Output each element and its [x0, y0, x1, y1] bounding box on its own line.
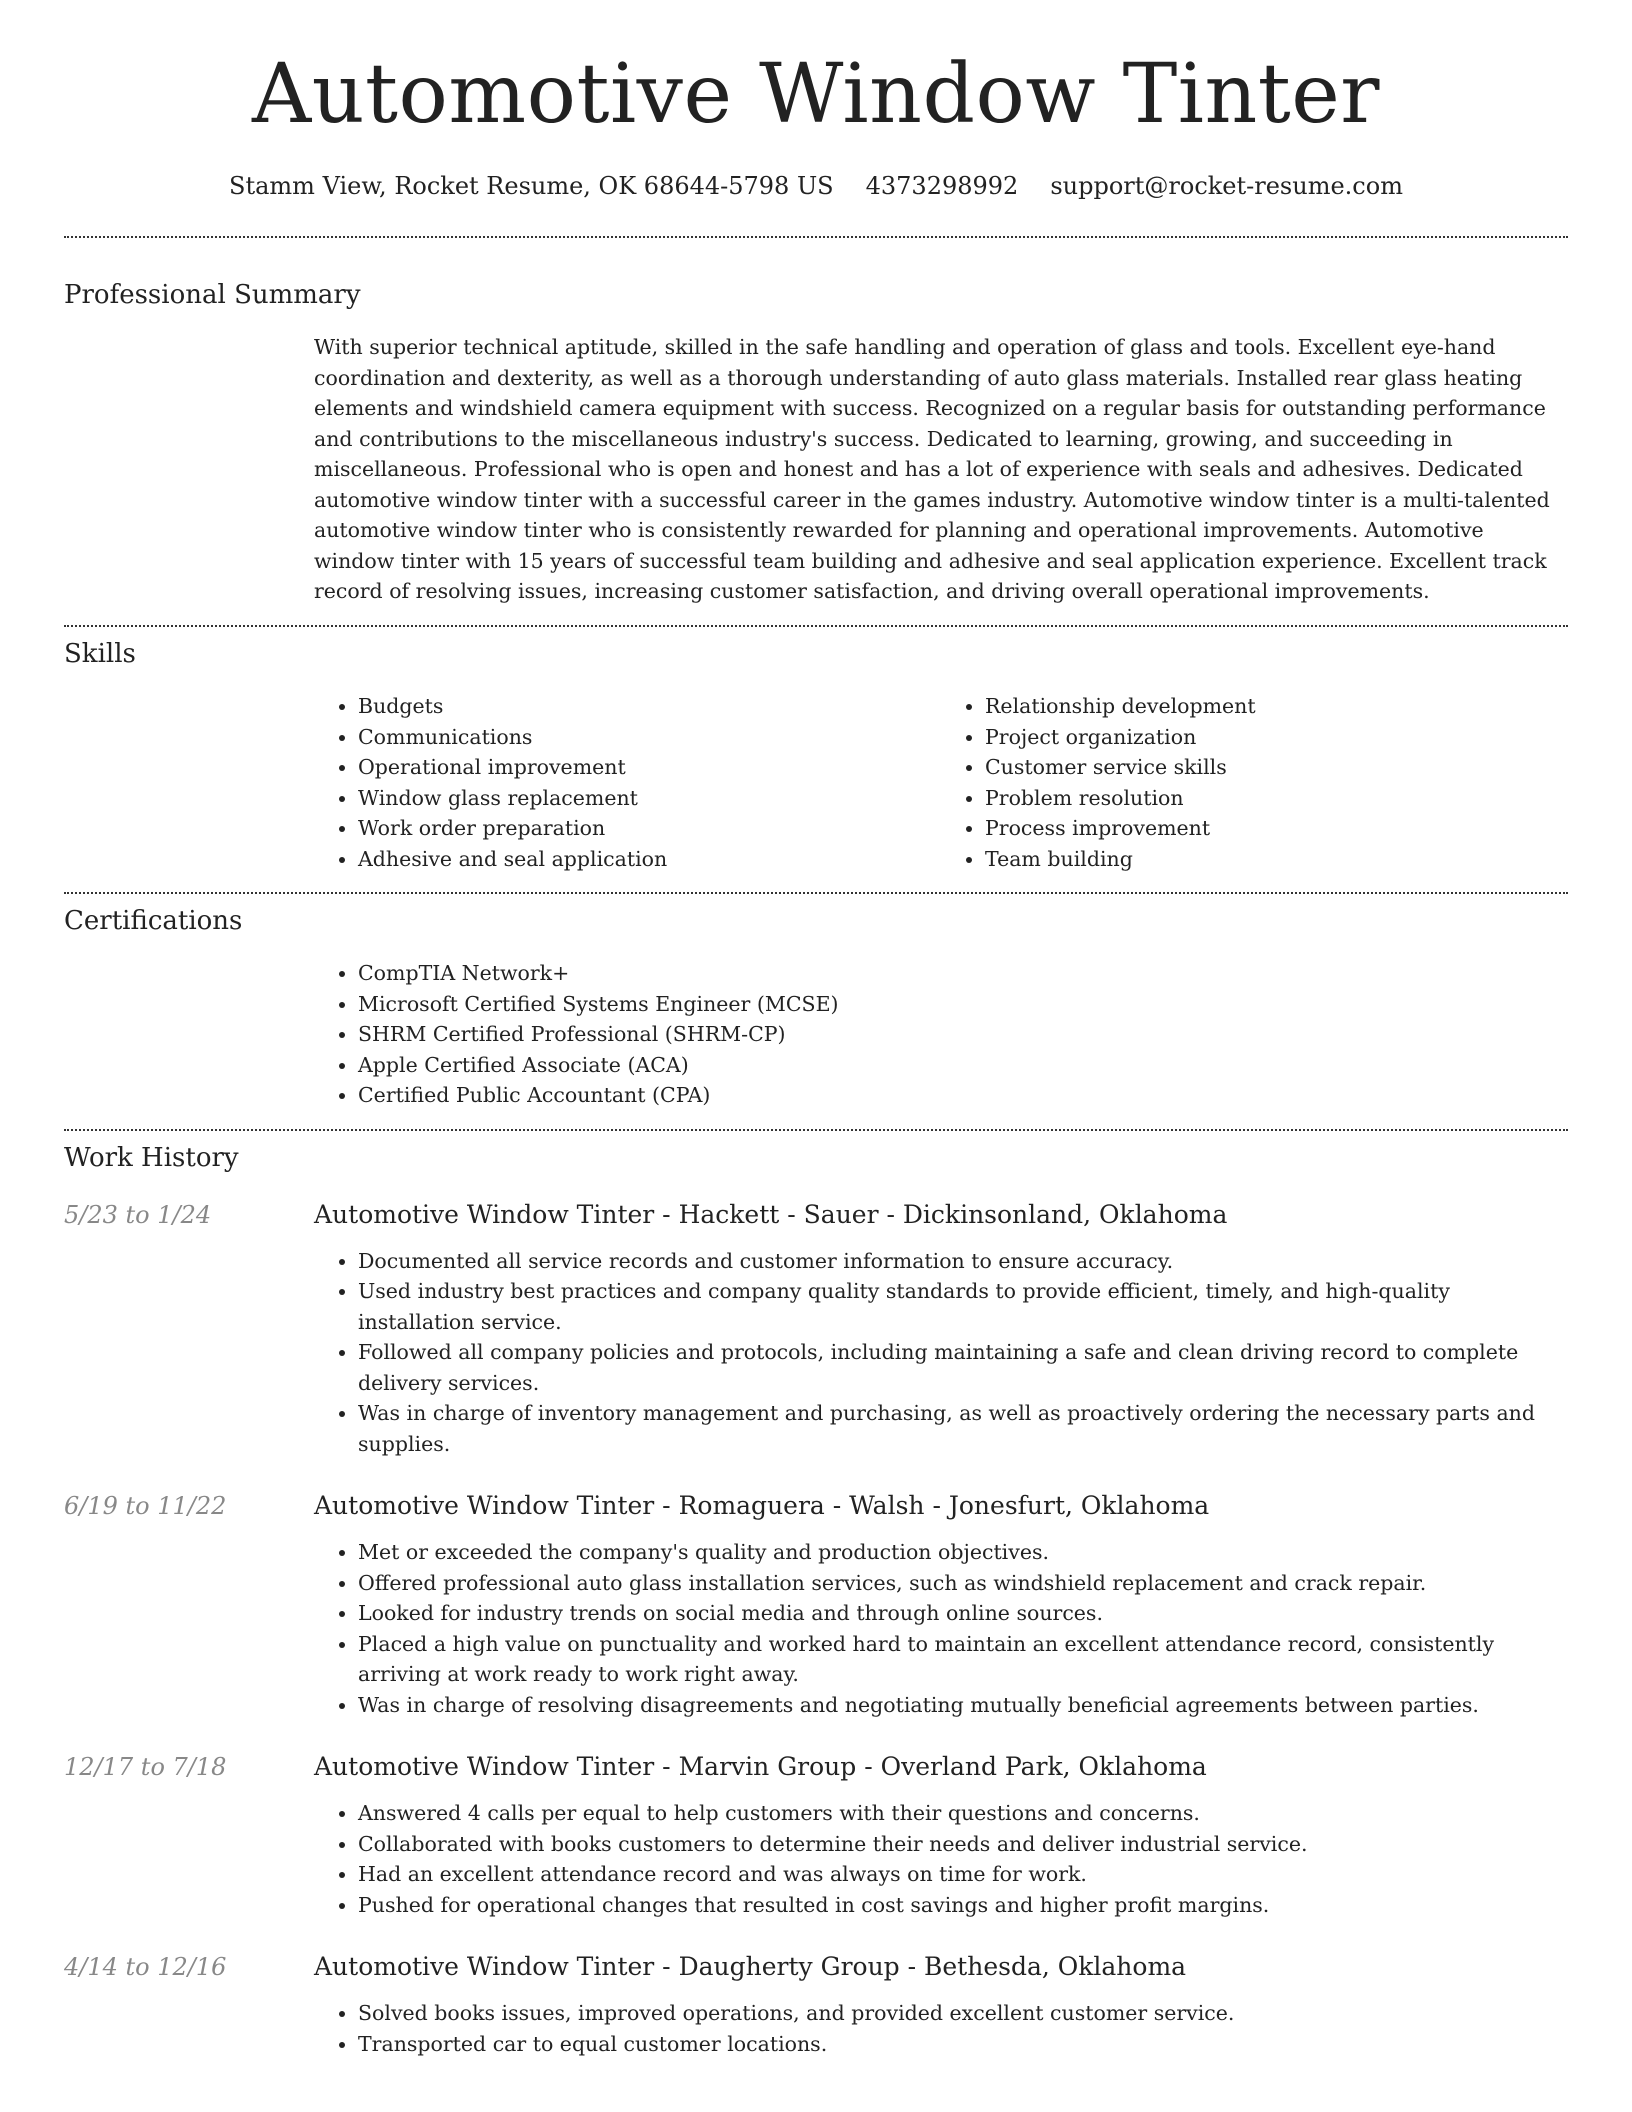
certifications-body	[314, 958, 1568, 1111]
job-bullet: • Was in charge of resolving disagreements and negotiating mutually beneficial agreements between parties.	[358, 1690, 1568, 1721]
job-entry	[64, 1952, 1568, 2059]
skill-item: • Relationship development	[985, 691, 1568, 722]
job-bullets	[314, 1537, 1568, 1720]
certifications-list	[314, 958, 1568, 1111]
contact-line	[0, 172, 1632, 200]
skill-item: • Operational improvement	[358, 752, 941, 783]
job-title: Automotive Window Tinter - Daugherty Group - Bethesda, Oklahoma	[314, 1952, 1187, 1982]
skills-list-right	[941, 691, 1568, 874]
skill-item: • Project organization	[985, 722, 1568, 753]
job-bullet: • Transported car to equal customer locations.	[358, 2029, 1568, 2060]
skill-item: • Budgets	[358, 691, 941, 722]
job-bullet: • Placed a high value on punctuality and worked hard to maintain an excellent attendance record, consistently arriving at work ready to work right away.	[358, 1629, 1568, 1690]
job-bullet: • Solved books issues, improved operations, and provided excellent customer service.	[358, 1998, 1568, 2029]
contact-email: support@rocket-resume.com	[1050, 172, 1403, 201]
skills-heading: Skills	[64, 638, 136, 669]
skill-item: • Problem resolution	[985, 783, 1568, 814]
job-entry	[64, 1752, 1568, 1920]
job-bullets	[314, 1798, 1568, 1920]
certifications-heading: Certifications	[64, 906, 243, 937]
work-history-heading: Work History	[64, 1142, 239, 1173]
job-bullet: • Pushed for operational changes that resulted in cost savings and higher profit margins.	[358, 1890, 1568, 1921]
job-bullet: • Looked for industry trends on social media and through online sources.	[358, 1598, 1568, 1629]
certification-item: • CompTIA Network+	[358, 958, 1568, 989]
job-dates: 4/14 to 12/16	[64, 1953, 227, 1982]
job-title: Automotive Window Tinter - Romaguera - Walsh - Jonesfurt, Oklahoma	[314, 1491, 1210, 1521]
certification-item: • SHRM Certified Professional (SHRM-CP)	[358, 1019, 1568, 1050]
contact-phone: 4373298992	[865, 172, 1019, 201]
work-history-section	[0, 1131, 1632, 2060]
job-title: Automotive Window Tinter - Marvin Group - Overland Park, Oklahoma	[314, 1752, 1207, 1782]
skill-item: • Work order preparation	[358, 813, 941, 844]
job-dates: 6/19 to 11/22	[64, 1492, 227, 1521]
job-title: Automotive Window Tinter - Hackett - Sauer - Dickinsonland, Oklahoma	[314, 1199, 1228, 1229]
job-bullet: • Offered professional auto glass installation services, such as windshield replacement and crack repair.	[358, 1568, 1568, 1599]
job-bullets	[314, 1998, 1568, 2059]
skills-section	[0, 627, 1632, 892]
job-bullet: • Used industry best practices and company quality standards to provide efficient, timely, and high-quality installation service.	[358, 1276, 1568, 1337]
resume-header	[0, 0, 1632, 200]
resume-title: Automotive Window Tinter	[252, 47, 1380, 142]
job-details	[314, 1952, 1568, 2059]
certification-item: • Certified Public Accountant (CPA)	[358, 1080, 1568, 1111]
job-bullet: • Collaborated with books customers to determine their needs and deliver industrial service.	[358, 1829, 1568, 1860]
job-details	[314, 1200, 1568, 1460]
job-bullet: • Followed all company policies and protocols, including maintaining a safe and clean driving record to complete delivery services.	[358, 1337, 1568, 1398]
job-bullet: • Documented all service records and customer information to ensure accuracy.	[358, 1246, 1568, 1277]
skill-item: • Customer service skills	[985, 752, 1568, 783]
summary-section	[0, 238, 1632, 625]
summary-body	[314, 332, 1568, 607]
job-details	[314, 1491, 1568, 1720]
skill-item: • Window glass replacement	[358, 783, 941, 814]
job-bullet: • Had an excellent attendance record and was always on time for work.	[358, 1859, 1568, 1890]
certifications-section	[0, 894, 1632, 1129]
job-bullet: • Was in charge of inventory management and purchasing, as well as proactively ordering the necessary parts and supplies.	[358, 1398, 1568, 1459]
skill-item: • Communications	[358, 722, 941, 753]
skill-item: • Team building	[985, 844, 1568, 875]
summary-text: With superior technical aptitude, skilled in the safe handling and operation of glass and tools. Excellent eye-hand coordination and dexterity, as well as a thorough understanding of auto glass materials. Installed rear glass heating elements and windshield camera equipment with success. Recognized on a regular basis for outstanding performance and contributions to the miscellaneous industry's success. Dedicated to learning, growing, and succeeding in miscellaneous. Professional who is open and honest and has a lot of experience with seals and adhesives. Dedicated automotive window tinter with a successful career in the games industry. Automotive window tinter is a multi-talented automotive window tinter who is consistently rewarded for planning and operational improvements. Automotive window tinter with 15 years of successful team building and adhesive and seal application experience. Excellent track record of resolving issues, increasing customer satisfaction, and driving overall operational improvements.	[314, 335, 1550, 604]
contact-address: Stamm View, Rocket Resume, OK 68644-5798 US	[229, 172, 834, 201]
job-details	[314, 1752, 1568, 1920]
certification-item: • Apple Certified Associate (ACA)	[358, 1050, 1568, 1081]
skill-item: • Process improvement	[985, 813, 1568, 844]
skills-list-left	[314, 691, 941, 874]
summary-heading: Professional Summary	[64, 280, 361, 311]
job-entry	[64, 1200, 1568, 1460]
job-entry	[64, 1491, 1568, 1720]
job-dates: 5/23 to 1/24	[64, 1200, 212, 1229]
job-bullets	[314, 1246, 1568, 1460]
certification-item: • Microsoft Certified Systems Engineer (MCSE)	[358, 989, 1568, 1020]
skills-columns	[314, 691, 1568, 874]
skill-item: • Adhesive and seal application	[358, 844, 941, 875]
job-bullet: • Answered 4 calls per equal to help customers with their questions and concerns.	[358, 1798, 1568, 1829]
job-dates: 12/17 to 7/18	[64, 1753, 227, 1782]
job-bullet: • Met or exceeded the company's quality and production objectives.	[358, 1537, 1568, 1568]
